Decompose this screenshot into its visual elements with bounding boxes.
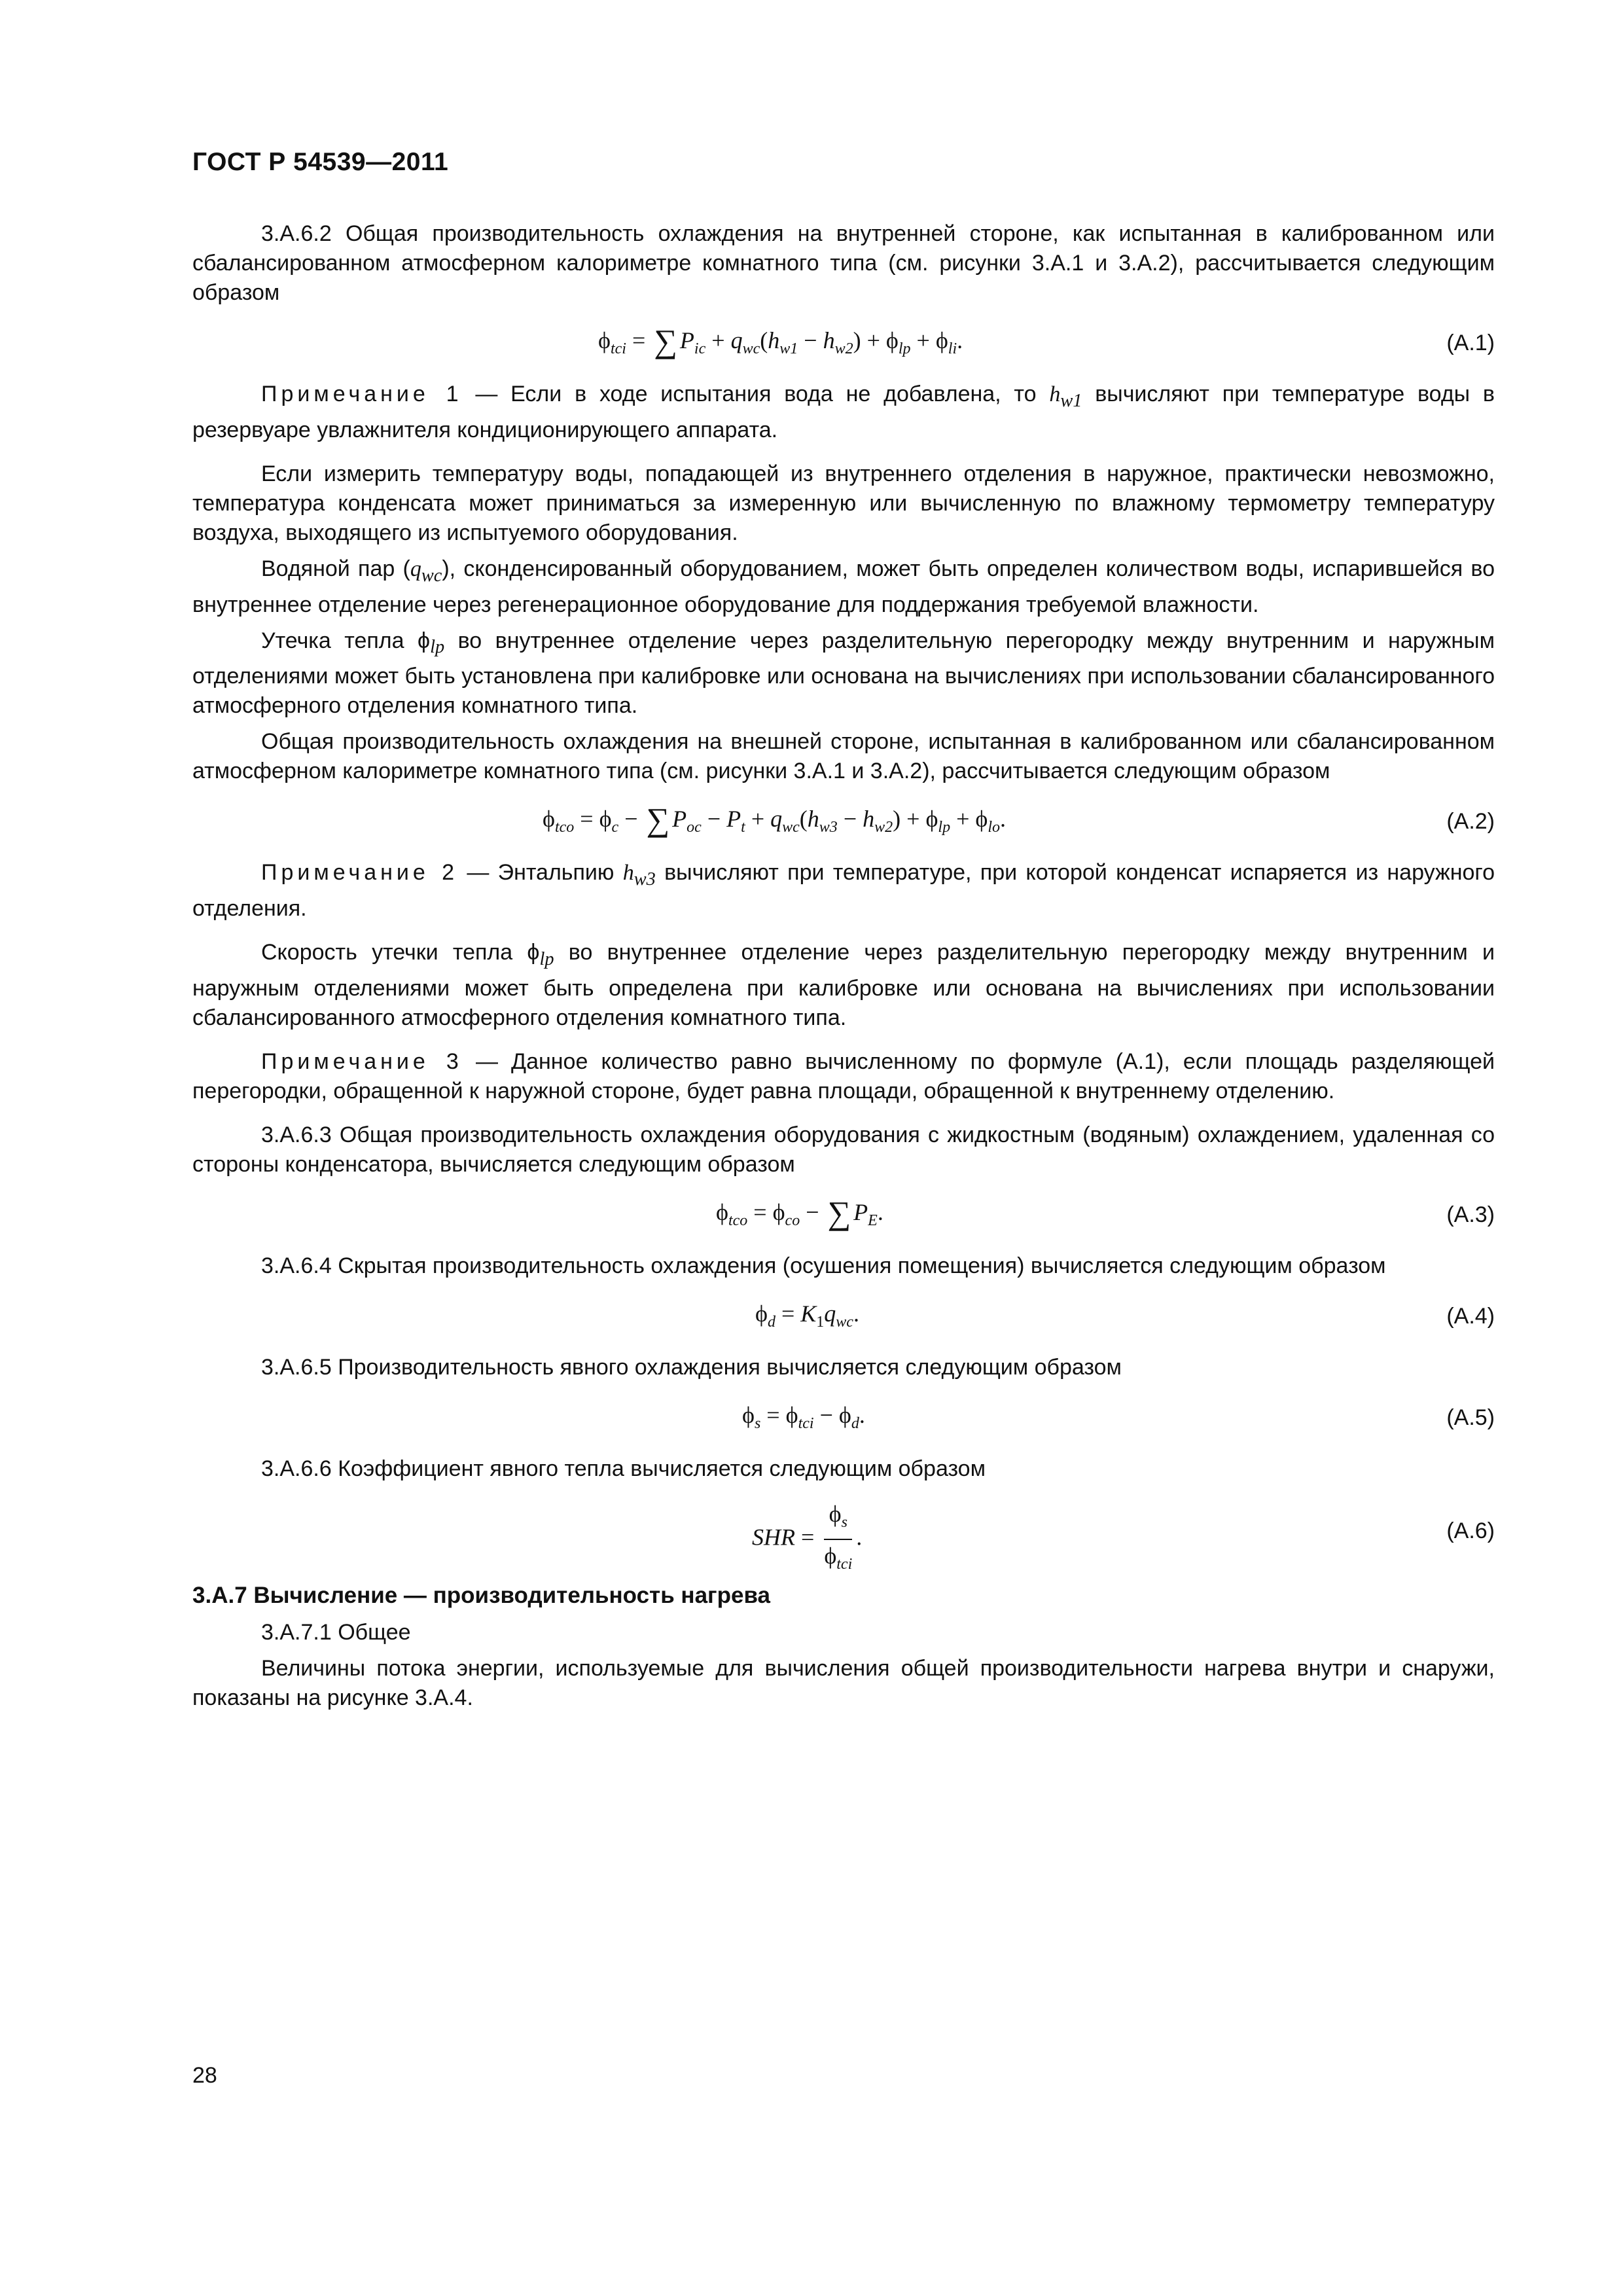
p3-sub: wc [421, 565, 442, 586]
note-2 [192, 858, 1495, 924]
p4-before: Утечка тепла [261, 628, 418, 653]
note-2-sub: w3 [633, 869, 656, 890]
note-1 [192, 380, 1495, 445]
p6-after: во внутреннее отделение через разделительную перегородку между внутренним и наружным отделениями может быть определена при калибровке или основана на вычислениях при использовании сбалансированного атмосферного отделения комнатного типа. [192, 940, 1495, 1030]
p3-after: ), сконденсированный оборудованием, может быть определен количеством воды, испарившейся во внутреннее отделение через регенерационное оборудование для поддержания требуемой влажности. [192, 556, 1495, 617]
note-1-text-before: — Если в ходе испытания вода не добавлена, то [462, 382, 1050, 406]
note-1-text-after: вычисляют при температуре воды в резервуаре увлажнителя кондиционирующего аппарата. [192, 382, 1495, 442]
formula-a3 [192, 1186, 1495, 1246]
formula-a4 [192, 1287, 1495, 1348]
paragraph-3a66: 3.А.6.6 Коэффициент явного тепла вычисляется следующим образом [261, 1456, 986, 1481]
section-heading-3a7: 3.А.7 Вычисление — производительность нагрева [192, 1582, 770, 1608]
note-2-text-after: вычисляют при температуре, при которой конденсат испаряется из наружного отделения. [192, 860, 1495, 922]
page-number: 28 [192, 2063, 217, 2088]
p4-sub: lp [430, 637, 445, 658]
formula-a2-expression: $\phi_{tco} = \phi_c$ − ∑ $P_{oc} - P_t + q_{wc}(h_{w3} - h_{w2}) + \phi_{lp} + \phi_{lo}$. [543, 801, 1007, 838]
note-1-label: Примечание 1 [261, 382, 463, 406]
document-body [192, 219, 1495, 1719]
p3-var: q [410, 556, 421, 581]
formula-a3-number: (А.3) [1446, 1202, 1495, 1227]
document-header: ГОСТ Р 54539—2011 [192, 148, 449, 176]
formula-a4-number: (А.4) [1446, 1303, 1495, 1329]
paragraph-water-vapor [192, 554, 1495, 620]
formula-a1 [192, 314, 1495, 374]
formula-a6-expression: SHR = $\frac{\phi_s}{\phi_{tci}}$ . [752, 1499, 862, 1579]
note-3-text: — Данное количество равно вычисленному по формуле (А.1), если площадь разделяющей перегородки, обращенной к наружной стороне, будет равна площади, обращенной к внутреннему отделению. [192, 1049, 1495, 1103]
formula-a6-number: (А.6) [1446, 1518, 1495, 1543]
paragraph-3a62: 3.А.6.2 Общая производительность охлаждения на внутренней стороне, как испытанная в калиброванном или сбалансированном атмосферном калориметре комнатного типа (см. рисунки 3.А.1 и 3.А.2), рассчитывается следующим образом [192, 221, 1495, 305]
formula-a5 [192, 1389, 1495, 1449]
paragraph-heat-leak [192, 626, 1495, 721]
paragraph-3a63: 3.А.6.3 Общая производительность охлаждения оборудования с жидкостным (водяным) охлаждением, удаленная со стороны конденсатора, вычисляется следующим образом [192, 1122, 1495, 1177]
formula-a6-lhs: SHR [752, 1524, 795, 1551]
paragraph-3a64: 3.А.6.4 Скрытая производительность охлаждения (осушения помещения) вычисляется следующим образом [261, 1253, 1386, 1278]
formula-a1-number: (А.1) [1446, 331, 1495, 355]
formula-a3-expression: $\phi_{tco} = \phi_{co}$ − ∑ $P_E$. [716, 1194, 883, 1231]
note-3 [192, 1047, 1495, 1106]
note-3-label: Примечание 3 [261, 1049, 463, 1074]
paragraph-leak-rate [192, 938, 1495, 1033]
note-1-var: h [1049, 382, 1061, 406]
formula-a4-expression: $\phi_d = K_1q_{wc}$. [755, 1300, 859, 1331]
formula-a2 [192, 793, 1495, 853]
p6-before: Скорость утечки тепла [261, 940, 527, 965]
formula-a1-expression: $\phi_{tci}$ = ∑ $P_{ic} + q_{wc}(h_{w1} - h_{w2}) + \phi_{lp} + \phi_{li}$. [598, 323, 963, 359]
note-1-sub: w1 [1060, 390, 1082, 411]
formula-a5-expression: $\phi_s = \phi_{tci} - \phi_d$. [742, 1401, 865, 1433]
paragraph-water-temp: Если измерить температуру воды, попадающей из внутреннего отделения в наружное, практически невозможно, температура конденсата может приниматься за измеренную или вычисленную по влажному термометру температуру воздуха, выходящего из испытуемого оборудования. [192, 461, 1495, 545]
p6-sub: lp [539, 948, 554, 969]
p4-after: во внутреннее отделение через разделительную перегородку между внутренним и наружным отделениями может быть установлена при калибровке или основана на вычислениях при использовании сбалансированного атмосферного отделения комнатного типа. [192, 628, 1495, 719]
paragraph-energy-flows: Величины потока энергии, используемые для вычисления общей производительности нагрева внутри и снаружи, показаны на рисунке 3.А.4. [192, 1655, 1495, 1710]
note-2-text-before: — Энтальпию [458, 860, 623, 886]
phi-symbol: ϕ [418, 628, 431, 653]
formula-a6 [192, 1490, 1495, 1573]
paragraph-3a71: 3.А.7.1 Общее [261, 1619, 411, 1645]
paragraph-3a65: 3.А.6.5 Производительность явного охлаждения вычисляется следующим образом [261, 1354, 1122, 1380]
phi-symbol: ϕ [527, 940, 540, 965]
p3-before: Водяной пар ( [261, 556, 410, 581]
paragraph-outer-side: Общая производительность охлаждения на внешней стороне, испытанная в калиброванном или сбалансированном атмосферном калориметре комнатного типа (см. рисунки 3.А.1 и 3.А.2), рассчитывается следующим образом [192, 729, 1495, 784]
note-2-var: h [622, 861, 634, 886]
formula-a2-number: (А.2) [1446, 809, 1495, 834]
note-2-label: Примечание 2 [261, 860, 459, 886]
formula-a5-number: (А.5) [1446, 1405, 1495, 1430]
fraction: $\frac{\phi_s}{\phi_{tci}}$ [824, 1500, 853, 1573]
